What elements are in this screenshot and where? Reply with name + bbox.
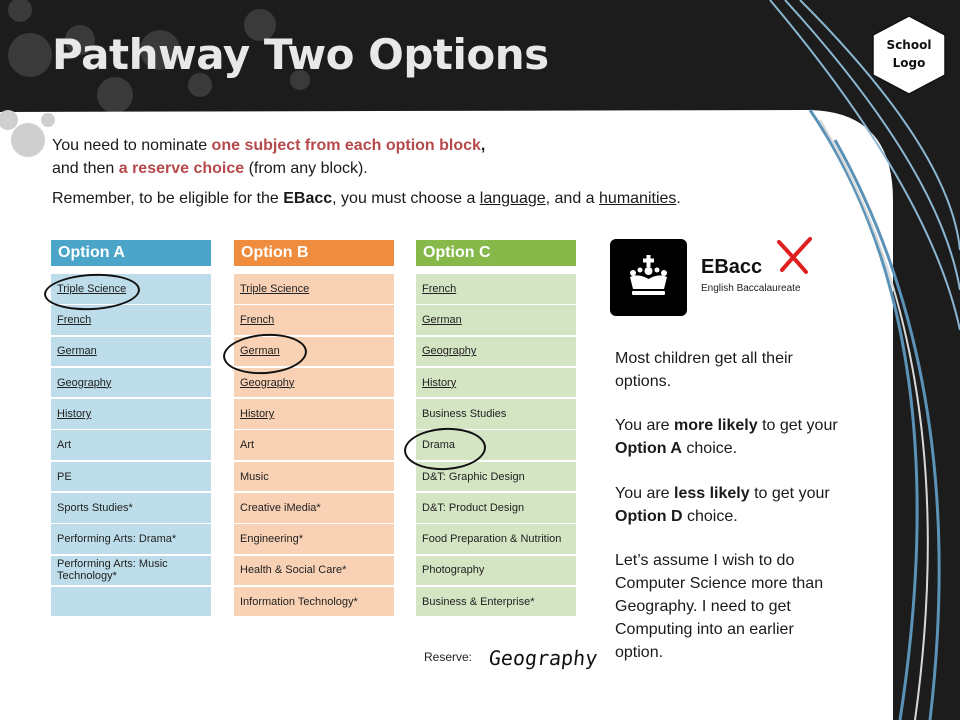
option-a-cell: PE <box>51 462 211 492</box>
note-all-options: Most children get all their options. <box>615 350 793 390</box>
option-b-cell[interactable]: French <box>234 305 394 335</box>
option-c-header: Option C <box>416 240 576 266</box>
option-a-cell[interactable]: Geography <box>51 368 211 398</box>
option-c-cell: Drama <box>416 430 576 460</box>
intro-line-1 <box>52 137 485 155</box>
option-b-cell: Art <box>234 430 394 460</box>
intro-text: , <box>480 137 486 154</box>
note-more-likely <box>615 414 845 460</box>
option-b-header: Option B <box>234 240 394 266</box>
option-b-cell[interactable]: History <box>234 399 394 429</box>
option-c-cell[interactable]: Geography <box>416 337 576 367</box>
option-b-column <box>234 240 394 618</box>
language-link[interactable]: language <box>479 190 546 207</box>
crown-icon <box>610 239 687 316</box>
intro-text: Remember, to be eligible for the <box>52 190 284 207</box>
note-less-likely <box>615 482 845 528</box>
option-b-cell[interactable]: Triple Science <box>234 274 394 304</box>
logo-line-1: School <box>886 38 932 52</box>
humanities-link[interactable]: humanities <box>599 190 677 207</box>
note-computer-science: Let’s assume I wish to do Computer Science more than Geography. I need to get Computing into an earlier option. <box>615 552 824 661</box>
option-c-cell[interactable]: French <box>416 274 576 304</box>
intro-line-3 <box>52 190 681 208</box>
reserve-label: Reserve: <box>424 650 473 664</box>
option-a-cell: Art <box>51 430 211 460</box>
reserve-value: Geography <box>487 646 599 670</box>
option-c-cell: D&T: Graphic Design <box>416 462 576 492</box>
note-bold: more likely <box>674 417 758 434</box>
option-a-cell[interactable]: German <box>51 337 211 367</box>
ebacc-subtitle: English Baccalaureate <box>701 283 801 294</box>
intro-bold: EBacc <box>283 190 333 207</box>
note-text: choice. <box>682 508 738 525</box>
option-b-cell: Engineering* <box>234 524 394 554</box>
page-title: Pathway Two Options <box>52 30 549 79</box>
intro-highlight: one subject from each option block <box>211 137 481 154</box>
note-text: You are <box>615 485 675 502</box>
option-a-cell <box>51 587 211 617</box>
intro-text: (from any block). <box>244 160 368 177</box>
option-b-cell[interactable]: German <box>234 337 394 367</box>
option-c-cell: Business Studies <box>416 399 576 429</box>
intro-text: , you must choose a <box>332 190 480 207</box>
intro-text: . <box>676 190 681 207</box>
note-bold: Option A <box>615 440 682 457</box>
option-b-cell: Information Technology* <box>234 587 394 617</box>
logo-line-2: Logo <box>892 56 926 70</box>
option-c-cell[interactable]: German <box>416 305 576 335</box>
note-bold: less likely <box>674 485 750 502</box>
option-b-cell[interactable]: Geography <box>234 368 394 398</box>
option-b-cell: Health & Social Care* <box>234 556 394 586</box>
option-c-cell: Business & Enterprise* <box>416 587 576 617</box>
note-text: to get your <box>749 485 830 502</box>
option-c-cell: Food Preparation & Nutrition <box>416 524 576 554</box>
option-c-cell: Photography <box>416 556 576 586</box>
option-b-cell: Music <box>234 462 394 492</box>
option-a-cell[interactable]: French <box>51 305 211 335</box>
option-a-cell[interactable]: History <box>51 399 211 429</box>
cross-icon <box>776 236 816 276</box>
intro-text: You need to nominate <box>52 137 212 154</box>
option-c-cell: D&T: Product Design <box>416 493 576 523</box>
option-a-header: Option A <box>51 240 211 266</box>
option-a-cell: Sports Studies* <box>51 493 211 523</box>
option-b-cell: Creative iMedia* <box>234 493 394 523</box>
school-logo-text <box>871 36 947 72</box>
note-bold: Option D <box>615 508 683 525</box>
ebacc-title: EBacc <box>701 256 763 278</box>
option-a-cell[interactable]: Triple Science <box>51 274 211 304</box>
note-text: You are <box>615 417 675 434</box>
intro-text: , and a <box>545 190 600 207</box>
option-a-cell: Performing Arts: Drama* <box>51 524 211 554</box>
intro-highlight: a reserve choice <box>118 160 245 177</box>
intro-line-2 <box>52 160 368 178</box>
option-a-cell: Performing Arts: Music Technology* <box>51 556 211 586</box>
note-text: choice. <box>681 440 738 457</box>
note-text: to get your <box>757 417 838 434</box>
intro-text: and then <box>52 160 119 177</box>
option-c-cell[interactable]: History <box>416 368 576 398</box>
ebacc-logo <box>610 239 687 316</box>
